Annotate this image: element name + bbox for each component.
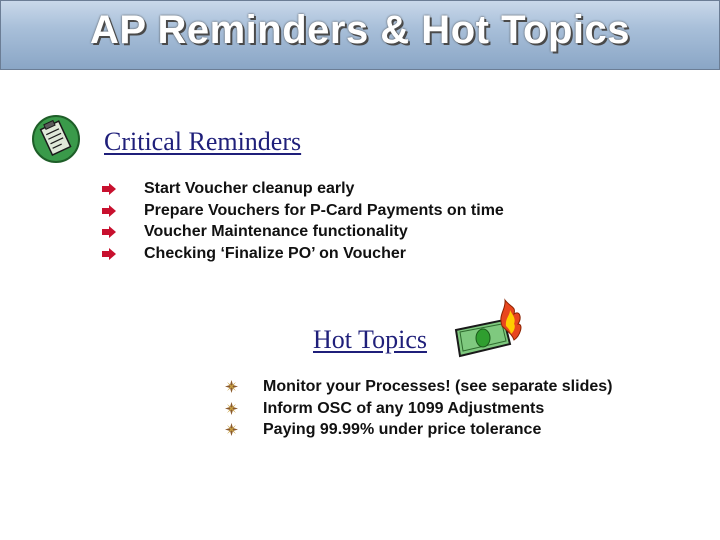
list-item <box>263 376 612 398</box>
list-item-text: Prepare Vouchers for P-Card Payments on time <box>144 201 504 219</box>
list-item <box>263 398 612 420</box>
list-item <box>144 243 504 265</box>
list-item-text: Monitor your Processes! (see separate slides) <box>263 378 613 395</box>
list-item-text: Inform OSC of any 1099 Adjustments <box>263 399 545 417</box>
arrow-bullet-icon <box>102 205 116 217</box>
critical-reminders-list <box>144 178 504 264</box>
list-item-text: Checking ‘Finalize PO’ on Voucher <box>144 244 406 262</box>
arrow-bullet-icon <box>102 183 116 195</box>
list-item <box>144 200 504 222</box>
list-item <box>144 221 504 243</box>
hot-topics-heading: Hot Topics <box>313 325 427 354</box>
arrow-bullet-icon <box>102 226 116 238</box>
star-bullet-icon <box>225 423 238 436</box>
arrow-bullet-icon <box>102 248 116 260</box>
list-item <box>144 178 504 200</box>
slide-title: AP Reminders & Hot Topics <box>90 8 630 52</box>
list-item <box>263 419 612 441</box>
list-item-text: Voucher Maintenance functionality <box>144 223 408 240</box>
critical-reminders-heading: Critical Reminders <box>104 127 302 156</box>
hot-topics-list <box>263 376 612 441</box>
list-item-text: Start Voucher cleanup early <box>144 180 355 197</box>
burning-money-icon <box>450 296 525 360</box>
list-item-text: Paying 99.99% under price tolerance <box>263 421 542 438</box>
star-bullet-icon <box>225 380 238 393</box>
clipboard-icon <box>32 114 80 164</box>
star-bullet-icon <box>225 402 238 415</box>
